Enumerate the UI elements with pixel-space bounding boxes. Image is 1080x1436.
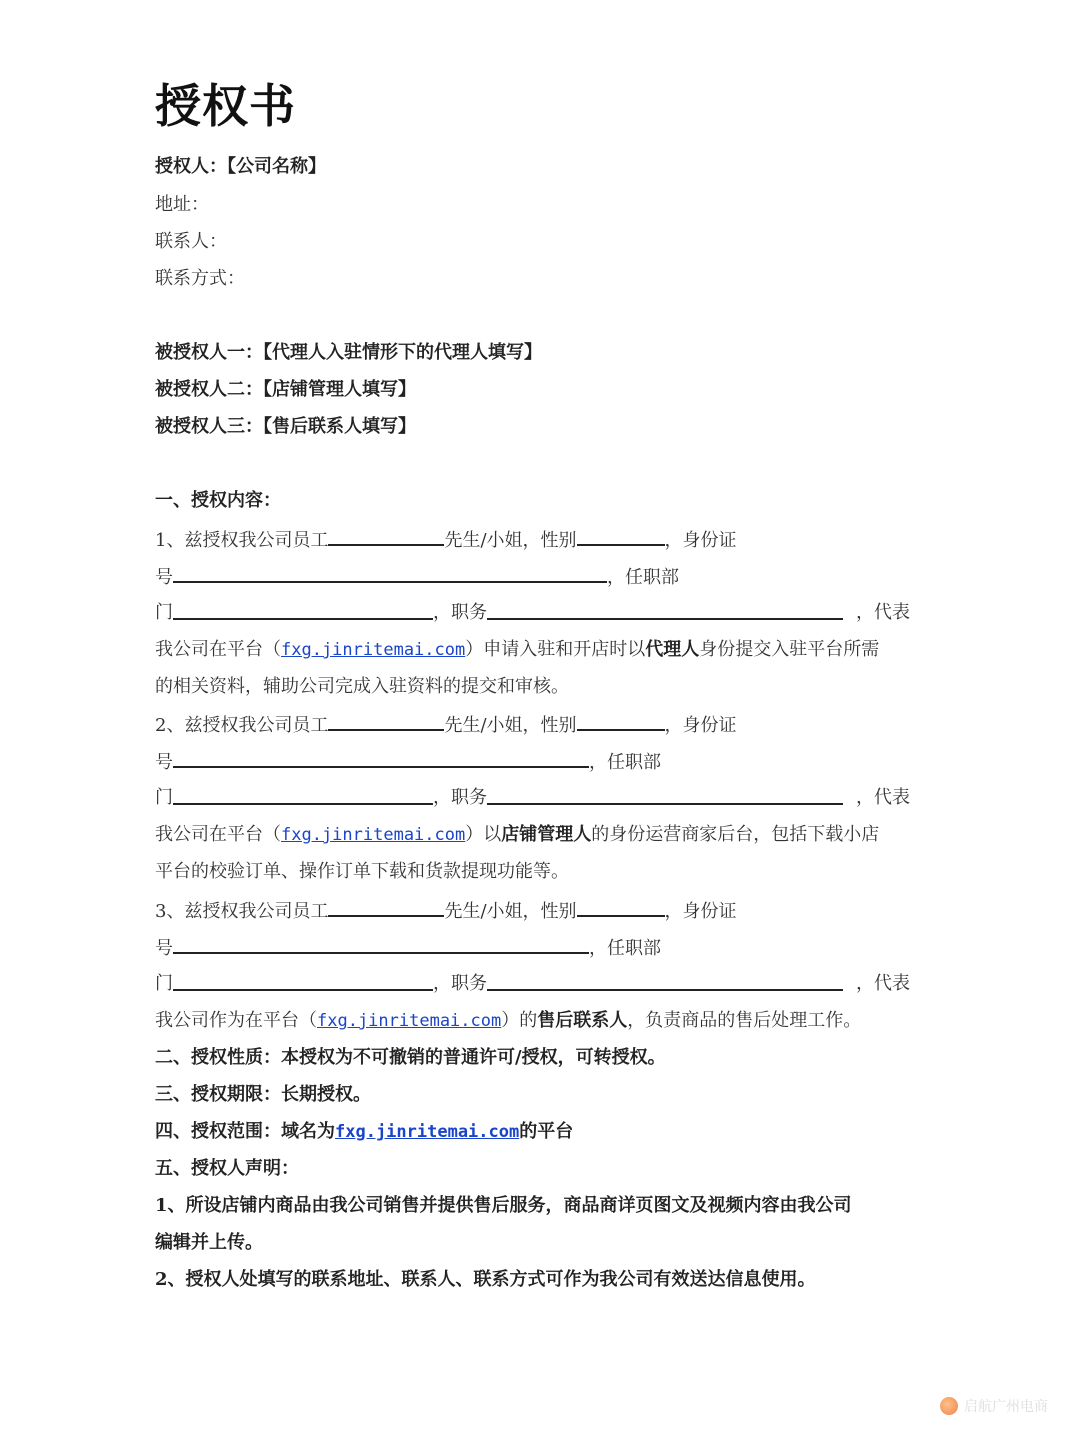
grantee-1: [155, 338, 542, 368]
item-text: ，任职部: [589, 938, 661, 959]
gender-blank[interactable]: [577, 709, 665, 731]
item-text: ，身份证: [664, 530, 737, 551]
section4: [155, 1117, 573, 1147]
section5-item1a: 1、所设店铺内商品由我公司销售并提供售后服务，商品商详页图文及视频内容由我公司: [155, 1195, 852, 1216]
grantee-3: [155, 412, 416, 442]
grantee-note: 【代理人入驻情形下的代理人填写】: [263, 342, 542, 363]
item-text: ）申请入驻和开店时以: [465, 639, 646, 660]
item-text: 门: [155, 973, 173, 994]
grantor-name: 【公司名称】: [227, 156, 326, 177]
item2-line4: [155, 820, 879, 850]
item-text: 号: [155, 567, 173, 588]
item-text: ，代表: [856, 787, 910, 808]
contact-method-label: 联系方式：: [155, 268, 245, 289]
item2-line5: 平台的校验订单、操作订单下载和货款提现功能等。: [155, 861, 569, 882]
item1-line5: 的相关资料，辅助公司完成入驻资料的提交和审核。: [155, 676, 569, 697]
grantee-label: 被授权人二：: [155, 379, 263, 400]
section4-prefix: 四、授权范围：域名为: [155, 1121, 335, 1142]
item-text: ，代表: [856, 602, 910, 623]
section5-item2: 2、授权人处填写的联系地址、联系人、联系方式可作为我公司有效送达信息使用。: [155, 1269, 816, 1290]
item-text: ，身份证: [664, 715, 737, 736]
document-title: 授权书: [155, 79, 296, 133]
item-text: 2、兹授权我公司员工: [155, 715, 329, 736]
item1-line1: [155, 524, 737, 554]
gender-blank[interactable]: [577, 524, 665, 546]
position-blank[interactable]: [487, 783, 843, 805]
grantee-2: [155, 375, 416, 405]
address-label: 地址：: [155, 194, 209, 215]
item-text: 1、兹授权我公司员工: [155, 530, 329, 551]
contact-label: 联系人：: [155, 231, 227, 252]
item-text: ，职务: [433, 973, 487, 994]
item2-line1: [155, 709, 737, 739]
domain-link[interactable]: fxg.jinritemai.com: [335, 1122, 520, 1142]
item3-line3: [155, 969, 910, 999]
item-text: ，任职部: [589, 752, 661, 773]
id-blank[interactable]: [173, 561, 607, 583]
item-text: 门: [155, 787, 173, 808]
id-blank[interactable]: [173, 746, 589, 768]
platform-link[interactable]: fxg.jinritemai.com: [281, 640, 466, 660]
item-text: 先生/小姐，性别: [444, 530, 577, 551]
item-text: 号: [155, 938, 173, 959]
item2-line3: [155, 783, 910, 813]
position-blank[interactable]: [487, 598, 843, 620]
name-blank[interactable]: [328, 895, 444, 917]
item-text: 门: [155, 602, 173, 623]
item-text: ）以: [465, 824, 502, 845]
item-text: 的身份运营商家后台，包括下载小店: [591, 824, 880, 845]
item3-line1: [155, 895, 737, 925]
name-blank[interactable]: [328, 524, 444, 546]
item1-line4: [155, 635, 879, 665]
section1-heading: 一、授权内容：: [155, 490, 281, 511]
item-text: ，职务: [433, 787, 487, 808]
grantee-note: 【店铺管理人填写】: [263, 379, 416, 400]
item-text: 我公司在平台（: [155, 639, 281, 660]
section2: 二、授权性质：本授权为不可撤销的普通许可/授权，可转授权。: [155, 1047, 666, 1068]
item-text: ，职务: [433, 602, 487, 623]
item-text: ，身份证: [664, 901, 737, 922]
gender-blank[interactable]: [577, 895, 665, 917]
item1-line2: [155, 561, 679, 591]
section4-suffix: 的平台: [519, 1121, 574, 1142]
item-text: 先生/小姐，性别: [444, 901, 577, 922]
item-text: 3、兹授权我公司员工: [155, 901, 329, 922]
dept-blank[interactable]: [173, 783, 433, 805]
item-text: ，负责商品的售后处理工作。: [627, 1010, 862, 1031]
item-text: 先生/小姐，性别: [444, 715, 577, 736]
watermark: [940, 1396, 1048, 1416]
item2-line2: [155, 746, 661, 776]
dept-blank[interactable]: [173, 969, 433, 991]
item-text: 我公司作为在平台（: [155, 1010, 317, 1031]
item-text: ，任职部: [607, 567, 679, 588]
platform-link[interactable]: fxg.jinritemai.com: [281, 825, 466, 845]
section5-heading: 五、授权人声明：: [155, 1158, 299, 1179]
platform-link[interactable]: fxg.jinritemai.com: [317, 1011, 502, 1031]
grantor-label: 授权人：: [155, 156, 227, 177]
dept-blank[interactable]: [173, 598, 433, 620]
grantee-label: 被授权人一：: [155, 342, 263, 363]
section3: 三、授权期限：长期授权。: [155, 1084, 371, 1105]
item1-line3: [155, 598, 910, 628]
item3-line2: [155, 932, 661, 962]
item-text: 我公司在平台（: [155, 824, 281, 845]
name-blank[interactable]: [328, 709, 444, 731]
position-blank[interactable]: [487, 969, 843, 991]
item-text: 身份提交入驻平台所需: [699, 639, 880, 660]
role-text: 店铺管理人: [501, 824, 592, 845]
item-text: ）的: [501, 1010, 538, 1031]
grantor-line: [155, 152, 326, 182]
grantee-note: 【售后联系人填写】: [263, 416, 416, 437]
id-blank[interactable]: [173, 932, 589, 954]
grantee-label: 被授权人三：: [155, 416, 263, 437]
section5-item1b: 编辑并上传。: [155, 1232, 263, 1253]
role-text: 代理人: [645, 639, 700, 660]
role-text: 售后联系人: [537, 1010, 628, 1031]
logo-icon: [940, 1397, 958, 1415]
item3-line4: [155, 1006, 861, 1036]
item-text: ，代表: [856, 973, 910, 994]
item-text: 号: [155, 752, 173, 773]
watermark-text: 启航广州电商: [964, 1399, 1048, 1415]
